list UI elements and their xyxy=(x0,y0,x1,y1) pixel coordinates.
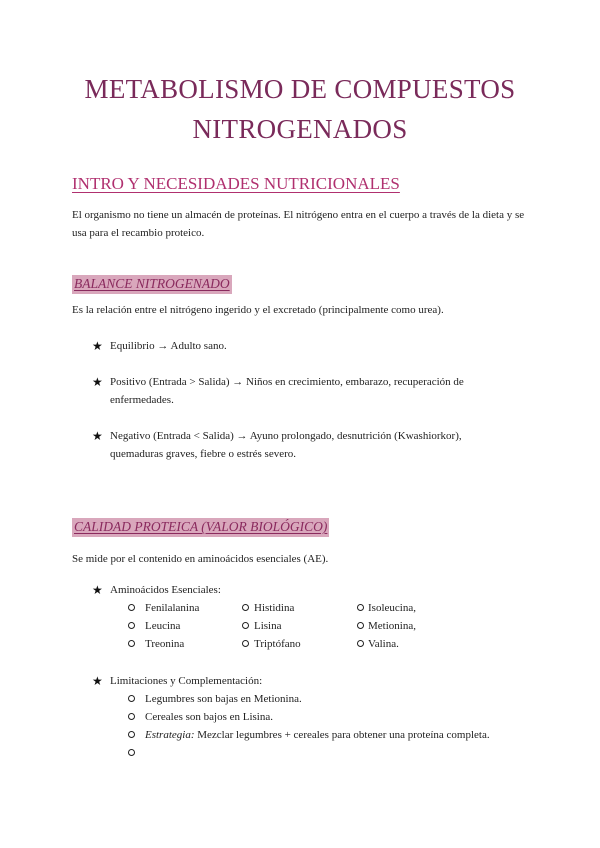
balance-item xyxy=(92,337,502,355)
balance-paragraph: Es la relación entre el nitrógeno ingerido y el excretado (principalmente como urea). xyxy=(72,304,444,316)
balance-item-text: Negativo (Entrada < Salida) → Ayuno prolongado, desnutrición (Kwashiorkor), quemaduras graves, fiebre o estrés severo. xyxy=(110,430,462,460)
circle-bullet-icon xyxy=(128,604,135,611)
aa-name: Fenilalanina xyxy=(145,602,200,614)
star-bullet-icon: ★ xyxy=(92,375,103,389)
balance-item-text: Positivo (Entrada > Salida) → Niños en crecimiento, embarazo, recuperación de enfermedades. xyxy=(110,376,464,406)
empty-list-item xyxy=(128,744,168,762)
circle-bullet-icon xyxy=(128,731,135,738)
strategy-body: Mezclar legumbres + cereales para obtener una proteína completa. xyxy=(194,729,490,741)
aa-title-text: Aminoácidos Esenciales: xyxy=(110,584,221,596)
balance-item xyxy=(92,427,502,463)
circle-bullet-icon xyxy=(128,695,135,702)
balance-item xyxy=(92,373,502,409)
section-heading-quality: CALIDAD PROTEICA (VALOR BIOLÓGICO) xyxy=(72,518,329,537)
quality-paragraph: Se mide por el contenido en aminoácidos esenciales (AE). xyxy=(72,553,329,565)
circle-bullet-icon xyxy=(242,622,249,629)
section-heading-balance: BALANCE NITROGENADO xyxy=(72,275,232,294)
document-title-line1: METABOLISMO DE COMPUESTOS xyxy=(84,74,516,104)
aa-name: Triptófano xyxy=(254,638,301,650)
star-bullet-icon: ★ xyxy=(92,674,103,688)
limitation-text: Cereales son bajos en Lisina. xyxy=(145,711,273,723)
aa-name: Lisina xyxy=(254,620,282,632)
circle-bullet-icon xyxy=(357,604,364,611)
document-title-line2: NITROGENADOS xyxy=(192,114,408,144)
aa-name: Histidina xyxy=(254,602,295,614)
strategy-text xyxy=(145,726,490,744)
circle-bullet-icon xyxy=(242,640,249,647)
circle-bullet-icon xyxy=(357,640,364,647)
aa-row xyxy=(128,635,448,653)
circle-bullet-icon xyxy=(128,640,135,647)
aa-name: Leucina xyxy=(145,620,181,632)
strategy-label: Estrategia: xyxy=(145,729,195,741)
circle-bullet-icon xyxy=(128,622,135,629)
limitations-title-text: Limitaciones y Complementación: xyxy=(110,675,263,687)
section-heading-intro: INTRO Y NECESIDADES NUTRICIONALES xyxy=(72,174,400,193)
circle-bullet-icon xyxy=(128,713,135,720)
intro-paragraph: El organismo no tiene un almacén de proteínas. El nitrógeno entra en el cuerpo a través de la dieta y se usa para el recambio proteico. xyxy=(72,209,525,239)
limitation-item xyxy=(128,690,528,708)
aa-row xyxy=(128,599,448,617)
aa-name: Isoleucina, xyxy=(368,602,416,614)
strategy-item xyxy=(128,726,548,744)
circle-bullet-icon xyxy=(242,604,249,611)
aa-list-title xyxy=(92,581,502,599)
circle-bullet-icon xyxy=(357,622,364,629)
star-bullet-icon: ★ xyxy=(92,583,103,597)
limitation-item xyxy=(128,708,528,726)
circle-bullet-icon xyxy=(128,749,135,756)
aa-name: Metionina, xyxy=(368,620,416,632)
limitation-text: Legumbres son bajas en Metionina. xyxy=(145,693,302,705)
star-bullet-icon: ★ xyxy=(92,429,103,443)
star-bullet-icon: ★ xyxy=(92,339,103,353)
aa-row xyxy=(128,617,448,635)
aa-name: Valina. xyxy=(368,638,399,650)
limitations-title xyxy=(92,672,502,690)
aa-name: Treonina xyxy=(145,638,185,650)
balance-item-text: Equilibrio → Adulto sano. xyxy=(110,340,227,352)
